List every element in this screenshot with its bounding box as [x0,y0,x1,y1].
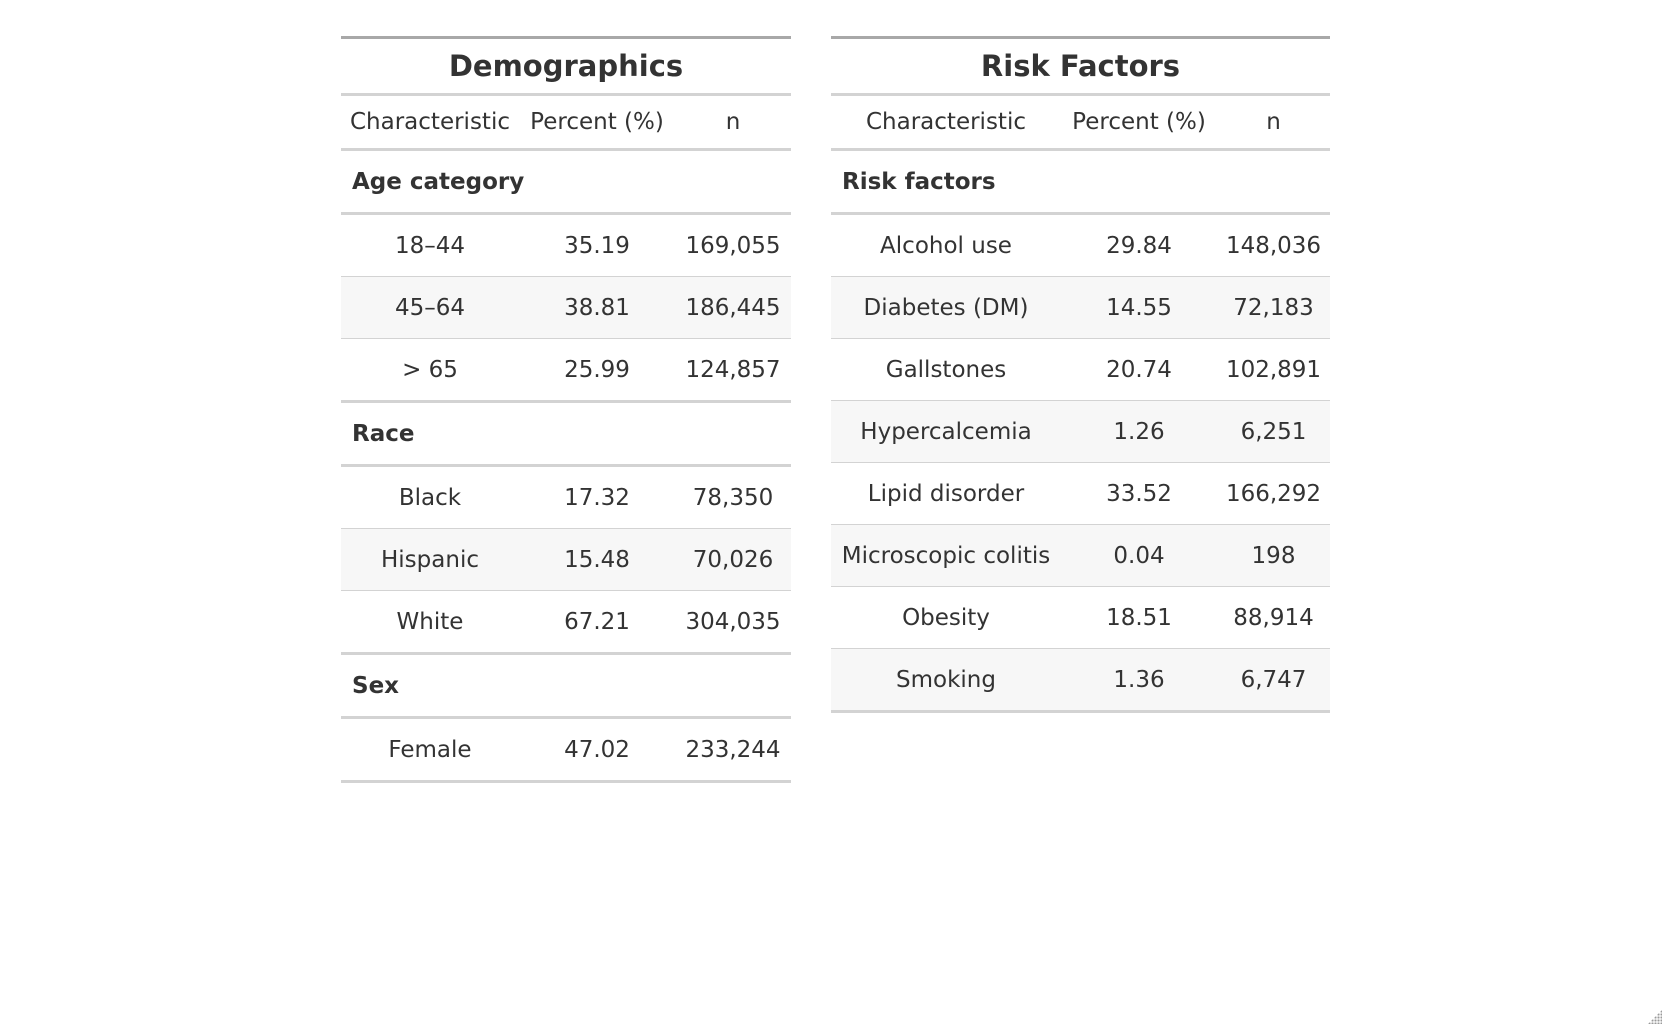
resize-grip-icon[interactable] [1648,1010,1662,1024]
cell-percent: 1.36 [1061,649,1217,712]
risk-factors-table [831,36,1330,713]
row-group-header [341,150,791,214]
column-header-n: n [1217,95,1330,150]
cell-percent: 35.19 [519,214,675,277]
risk-factors-title: Risk Factors [831,38,1330,95]
row-group-label: Age category [341,150,791,214]
table-row [341,718,791,782]
cell-percent: 47.02 [519,718,675,782]
cell-characteristic: Black [341,466,519,529]
column-header-characteristic: Characteristic [341,95,519,150]
cell-percent: 20.74 [1061,339,1217,401]
cell-characteristic: Lipid disorder [831,463,1061,525]
table-row [831,525,1330,587]
cell-percent: 15.48 [519,529,675,591]
cell-n: 6,747 [1217,649,1330,712]
cell-percent: 29.84 [1061,214,1217,277]
cell-n: 70,026 [675,529,791,591]
cell-percent: 38.81 [519,277,675,339]
cell-percent: 67.21 [519,591,675,654]
table-row [831,401,1330,463]
column-header-percent: Percent (%) [519,95,675,150]
cell-n: 198 [1217,525,1330,587]
cell-percent: 25.99 [519,339,675,402]
cell-n: 304,035 [675,591,791,654]
demographics-table [341,36,791,783]
table-row [831,587,1330,649]
cell-n: 233,244 [675,718,791,782]
cell-n: 166,292 [1217,463,1330,525]
cell-percent: 0.04 [1061,525,1217,587]
cell-characteristic: Female [341,718,519,782]
cell-n: 6,251 [1217,401,1330,463]
cell-n: 124,857 [675,339,791,402]
cell-characteristic: 45–64 [341,277,519,339]
cell-n: 169,055 [675,214,791,277]
row-group-label: Risk factors [831,150,1330,214]
row-group-label: Sex [341,654,791,718]
cell-percent: 33.52 [1061,463,1217,525]
cell-n: 186,445 [675,277,791,339]
table-row [831,463,1330,525]
cell-characteristic: Hypercalcemia [831,401,1061,463]
demographics-header-row [341,95,791,150]
row-group-label: Race [341,402,791,466]
cell-characteristic: Hispanic [341,529,519,591]
column-header-percent: Percent (%) [1061,95,1217,150]
cell-n: 88,914 [1217,587,1330,649]
cell-characteristic: White [341,591,519,654]
risk-factors-header-row [831,95,1330,150]
row-group-header [341,402,791,466]
row-group-header [341,654,791,718]
cell-n: 72,183 [1217,277,1330,339]
cell-percent: 1.26 [1061,401,1217,463]
cell-characteristic: > 65 [341,339,519,402]
cell-characteristic: Microscopic colitis [831,525,1061,587]
cell-percent: 18.51 [1061,587,1217,649]
cell-characteristic: Gallstones [831,339,1061,401]
cell-n: 102,891 [1217,339,1330,401]
column-header-characteristic: Characteristic [831,95,1061,150]
tables-container [341,36,1330,783]
cell-characteristic: 18–44 [341,214,519,277]
table-row [341,529,791,591]
cell-characteristic: Diabetes (DM) [831,277,1061,339]
table-row [831,277,1330,339]
table-row [831,339,1330,401]
table-row [341,339,791,402]
cell-n: 78,350 [675,466,791,529]
table-row [341,466,791,529]
table-row [341,214,791,277]
table-row [341,277,791,339]
table-row [831,649,1330,712]
demographics-title: Demographics [341,38,791,95]
table-row [831,214,1330,277]
cell-percent: 17.32 [519,466,675,529]
column-header-n: n [675,95,791,150]
cell-n: 148,036 [1217,214,1330,277]
cell-percent: 14.55 [1061,277,1217,339]
cell-characteristic: Obesity [831,587,1061,649]
table-row [341,591,791,654]
cell-characteristic: Smoking [831,649,1061,712]
row-group-header [831,150,1330,214]
cell-characteristic: Alcohol use [831,214,1061,277]
